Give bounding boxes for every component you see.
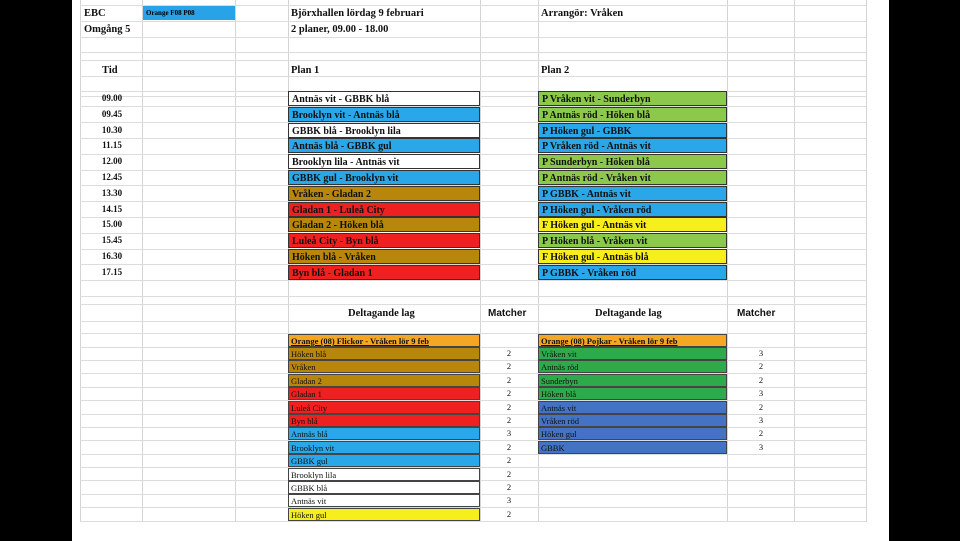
- plan2-match: P Höken gul - GBBK: [538, 123, 727, 138]
- boys-team: Antnäs röd: [538, 360, 727, 373]
- grid-line: [80, 76, 866, 77]
- grid-line: [80, 280, 866, 281]
- boys-match-count: 2: [758, 428, 764, 439]
- plan1-match: Antnäs vit - GBBK blå: [288, 91, 480, 106]
- plan1-match: Byn blå - Gladan 1: [288, 265, 480, 280]
- girls-team: Luleå City: [288, 401, 480, 414]
- plan2-match: P Vråken röd - Antnäs vit: [538, 138, 727, 153]
- girls-team: Brooklyn vit: [288, 441, 480, 454]
- girls-team: Höken blå: [288, 347, 480, 360]
- round-label: Omgång 5: [84, 24, 131, 35]
- plan2-match: P Sunderbyn - Höken blå: [538, 154, 727, 169]
- time-slot: 09.00: [101, 93, 123, 103]
- boys-match-count: 2: [758, 361, 764, 372]
- grid-line: [80, 521, 866, 522]
- girls-team: Antnäs blå: [288, 427, 480, 440]
- girls-match-count: 3: [506, 428, 512, 439]
- grid-line: [80, 52, 866, 53]
- plan1-match: Gladan 2 - Höken blå: [288, 217, 480, 232]
- plan2-match: P Höken gul - Vråken röd: [538, 202, 727, 217]
- plan1-match: Luleå City - Byn blå: [288, 233, 480, 248]
- grid-line: [80, 37, 866, 38]
- plan1-match: Höken blå - Vråken: [288, 249, 480, 264]
- boys-match-count: 3: [758, 415, 764, 425]
- plan2-match: P Antnäs röd - Vråken vit: [538, 170, 727, 185]
- plan1-match: Vråken - Gladan 2: [288, 186, 480, 201]
- girls-team: Gladan 2: [288, 374, 480, 387]
- girls-team: Gladan 1: [288, 387, 480, 400]
- plan1-header: Plan 1: [291, 65, 320, 76]
- boys-match-count: 3: [758, 348, 764, 358]
- plan1-match: Brooklyn lila - Antnäs vit: [288, 154, 480, 169]
- venue-title: Björxhallen lördag 9 februari: [291, 8, 424, 19]
- boys-team: Antnäs vit: [538, 401, 727, 414]
- plan2-match: P Vråken vit - Sunderbyn: [538, 91, 727, 106]
- grid-line: [866, 0, 867, 522]
- girls-match-count: 2: [506, 508, 512, 519]
- girls-team: Antnäs vit: [288, 494, 480, 507]
- plan2-match: P GBBK - Antnäs vit: [538, 186, 727, 201]
- girls-team: Vråken: [288, 360, 480, 373]
- plan2-match: F Höken gul - Antnäs blå: [538, 249, 727, 264]
- grid-line: [80, 321, 866, 322]
- girls-match-count: 2: [506, 441, 512, 452]
- plan2-match: P GBBK - Vråken röd: [538, 265, 727, 280]
- organizer-label: Arrangör: Vråken: [541, 8, 624, 19]
- boys-match-count: 2: [758, 401, 764, 412]
- girls-team: GBBK blå: [288, 481, 480, 494]
- plan2-header: Plan 2: [541, 65, 570, 76]
- boys-team: GBBK: [538, 441, 727, 454]
- time-slot: 12.00: [101, 156, 123, 167]
- boys-matches-heading: Matcher: [737, 308, 776, 319]
- time-slot: 15.45: [101, 235, 123, 246]
- girls-match-count: 2: [506, 388, 512, 399]
- time-slot: 12.45: [101, 172, 123, 182]
- plan1-match: GBBK blå - Brooklyn lila: [288, 123, 480, 138]
- girls-group-header: Orange (08) Flickor - Vråken lör 9 feb: [288, 334, 480, 347]
- time-slot: 11.15: [102, 140, 122, 151]
- girls-team: Byn blå: [288, 414, 480, 427]
- grid-line: [80, 304, 866, 305]
- girls-teams-heading: Deltagande lag: [348, 308, 415, 319]
- grid-line: [80, 21, 866, 22]
- time-slot: 17.15: [101, 266, 123, 277]
- girls-team: Höken gul: [288, 508, 480, 521]
- boys-team: Höken gul: [538, 427, 727, 440]
- time-slot: 16.30: [101, 251, 123, 261]
- girls-match-count: 2: [506, 468, 512, 479]
- grid-line: [480, 0, 481, 522]
- grid-line: [235, 0, 236, 522]
- grid-line: [80, 60, 866, 61]
- girls-match-count: 2: [506, 348, 512, 358]
- plan1-match: Gladan 1 - Luleå City: [288, 202, 480, 217]
- time-slot: 09.45: [101, 108, 123, 119]
- girls-match-count: 2: [506, 361, 512, 372]
- boys-team: Höken blå: [538, 387, 727, 400]
- time-slot: 14.15: [101, 203, 123, 214]
- boys-match-count: 2: [758, 374, 764, 385]
- plan2-match: P Antnäs röd - Höken blå: [538, 107, 727, 122]
- boys-match-count: 3: [758, 388, 764, 399]
- plan2-match: F Höken gul - Antnäs vit: [538, 217, 727, 232]
- ebc-label: EBC: [84, 8, 106, 19]
- girls-match-count: 2: [506, 455, 512, 466]
- boys-team: Vråken röd: [538, 414, 727, 427]
- boys-team: Vråken vit: [538, 347, 727, 360]
- category-badge: Orange F08 P08: [143, 6, 235, 20]
- plan1-match: GBBK gul - Brooklyn vit: [288, 170, 480, 185]
- plan1-match: Antnäs blå - GBBK gul: [288, 138, 480, 153]
- time-column-header: Tid: [102, 65, 118, 76]
- boys-match-count: 3: [758, 441, 764, 452]
- girls-team: GBBK gul: [288, 454, 480, 467]
- time-slot: 13.30: [101, 187, 123, 198]
- courts-info: 2 planer, 09.00 - 18.00: [291, 24, 389, 35]
- girls-match-count: 3: [506, 495, 512, 506]
- girls-team: Brooklyn lila: [288, 468, 480, 481]
- girls-match-count: 2: [506, 482, 512, 492]
- time-slot: 15.00: [101, 219, 123, 230]
- grid-line: [80, 0, 81, 522]
- girls-match-count: 2: [506, 401, 512, 412]
- spreadsheet: [72, 0, 889, 541]
- girls-matches-heading: Matcher: [488, 308, 527, 319]
- grid-line: [80, 296, 866, 297]
- boys-teams-heading: Deltagande lag: [595, 308, 662, 319]
- plan1-match: Brooklyn vit - Antnäs blå: [288, 107, 480, 122]
- grid-line: [727, 0, 728, 522]
- grid-line: [142, 0, 143, 522]
- plan2-match: P Höken blå - Vråken vit: [538, 233, 727, 248]
- girls-match-count: 2: [506, 374, 512, 385]
- boys-team: Sunderbyn: [538, 374, 727, 387]
- grid-line: [794, 0, 795, 522]
- boys-group-header: Orange (08) Pojkar - Vråken lör 9 feb: [538, 334, 727, 347]
- girls-match-count: 2: [506, 415, 512, 425]
- time-slot: 10.30: [101, 124, 123, 135]
